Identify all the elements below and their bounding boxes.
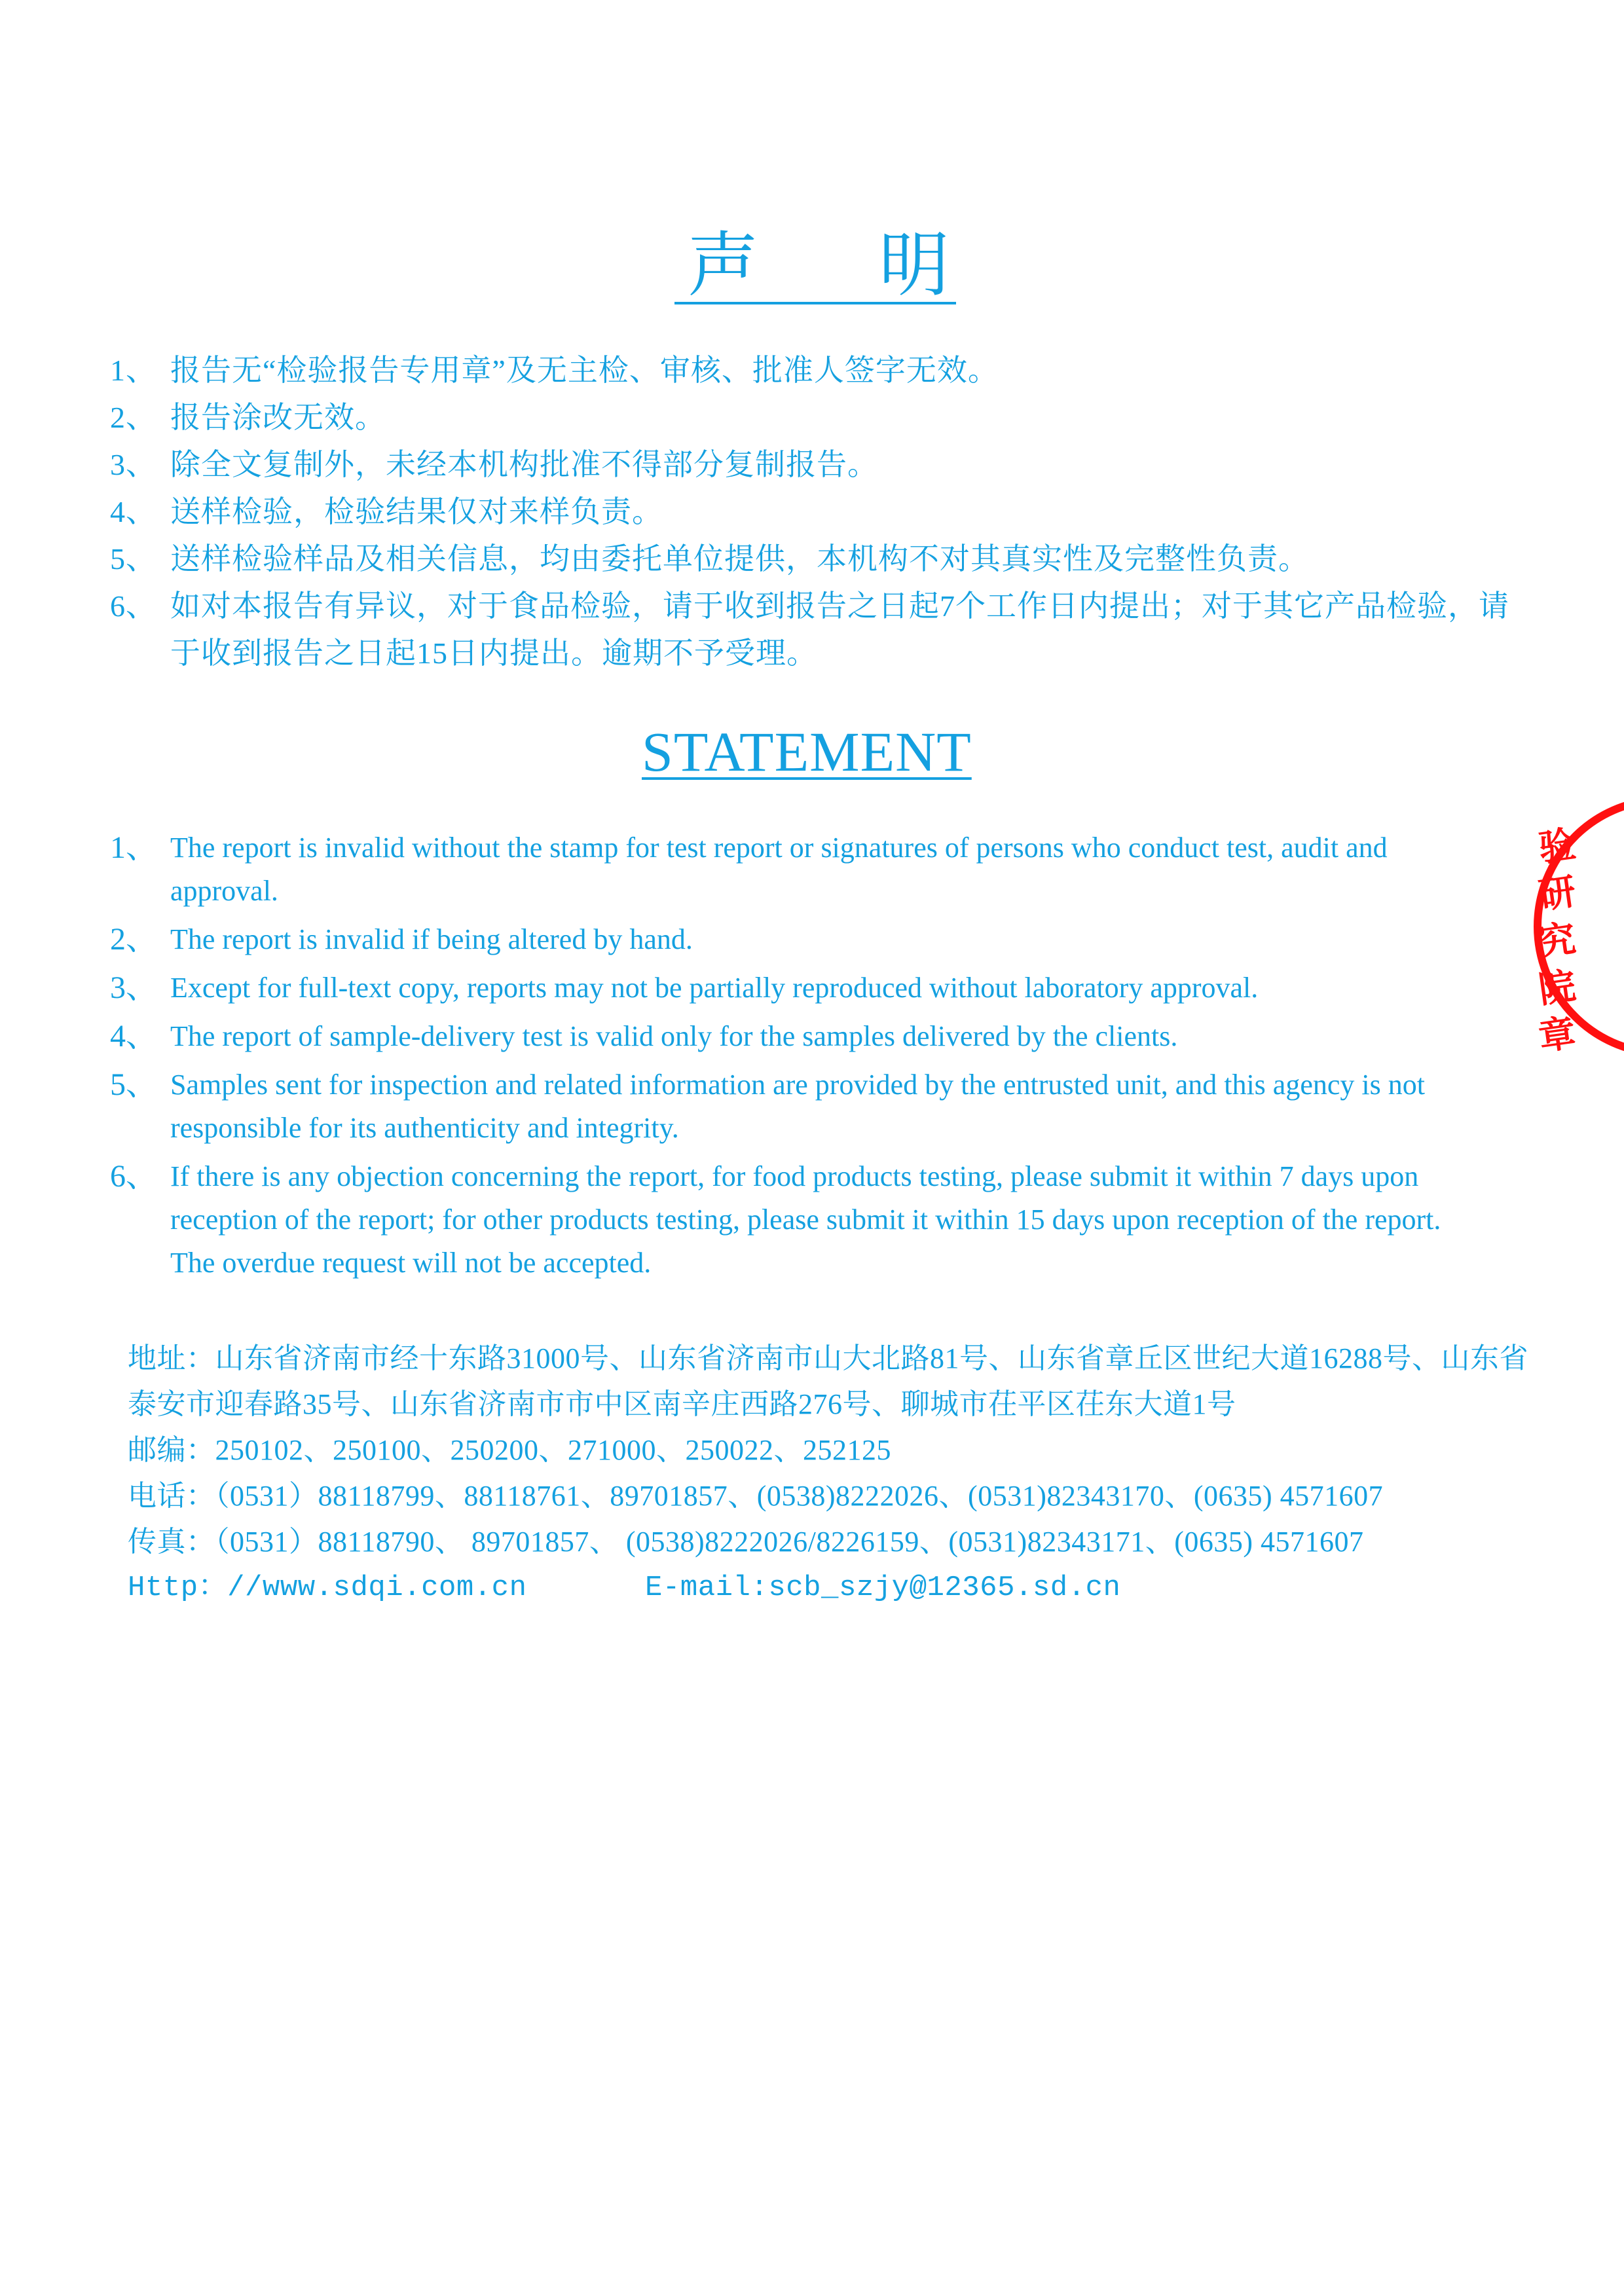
stamp-char: 验 [1536, 823, 1579, 871]
item-number: 2、 [110, 401, 157, 434]
cn-statement-item [110, 488, 1518, 536]
item-text: The report is invalid if being altered by hand. [170, 923, 693, 955]
item-number: 3、 [110, 448, 157, 481]
item-text: 除全文复制外，未经本机构批准不得部分复制报告。 [170, 448, 878, 481]
en-statement-list [110, 826, 1518, 1290]
item-text: 送样检验，检验结果仅对来样负责。 [170, 495, 663, 528]
en-statement-item [110, 826, 1518, 913]
item-number: 5、 [110, 542, 157, 576]
en-statement-title: STATEMENT [642, 720, 972, 783]
item-number: 4、 [110, 495, 157, 528]
item-text: 如对本报告有异议，对于食品检验，请于收到报告之日起7个工作日内提出；对于其它产品检验，请于收到报告之日起15日内提出。逾期不予受理。 [170, 589, 1509, 670]
stamp-char: 研 [1536, 870, 1579, 918]
stamp-text [1536, 823, 1591, 1059]
item-number: 4、 [110, 1019, 158, 1054]
stamp-char: 究 [1536, 917, 1579, 965]
en-statement-item [110, 1155, 1518, 1285]
item-number: 5、 [110, 1067, 158, 1102]
cn-statement-title [674, 219, 956, 304]
cn-statement-item [110, 583, 1518, 677]
en-statement-item [110, 966, 1518, 1010]
cn-statement-list [110, 347, 1518, 677]
item-text: Except for full-text copy, reports may not be partially reproduced without laboratory approval. [170, 972, 1259, 1004]
item-number: 3、 [110, 970, 158, 1005]
item-text: 送样检验样品及相关信息，均由委托单位提供，本机构不对其真实性及完整性负责。 [170, 542, 1309, 576]
stamp-char: 章 [1536, 1012, 1579, 1059]
contact-info [128, 1336, 1542, 1611]
en-statement-item [110, 1063, 1518, 1150]
cn-title-char-left: 声 [688, 227, 759, 305]
item-text: The report is invalid without the stamp for test report or signatures of persons who conduct test, audit and approval. [170, 832, 1388, 907]
website-link[interactable]: Http：//www.sdqi.com.cn [128, 1571, 527, 1604]
cn-statement-item [110, 536, 1518, 583]
web-contact-line [128, 1565, 1542, 1611]
item-number: 1、 [110, 830, 158, 865]
email-link[interactable]: E-mail:scb_szjy@12365.sd.cn [645, 1571, 1121, 1604]
cn-statement-item [110, 347, 1518, 394]
phone-line: 电话：（0531）88118799、88118761、89701857、(0538)8222026、(0531)82343170、(0635) 4571607 [128, 1480, 1384, 1512]
item-number: 2、 [110, 922, 158, 957]
item-text: 报告涂改无效。 [170, 401, 386, 434]
item-number: 6、 [110, 589, 157, 623]
cn-statement-item [110, 441, 1518, 488]
item-text: If there is any objection concerning the report, for food products testing, please submit it within 7 days upon reception of the report; for other products testing, please submit it within 15 days upon reception of the report. The overdue request will not be accepted. [170, 1160, 1441, 1279]
en-statement-item [110, 918, 1518, 961]
address-line: 地址：山东省济南市经十东路31000号、山东省济南市山大北路81号、山东省章丘区世纪大道16288号、山东省泰安市迎春路35号、山东省济南市市中区南辛庄西路276号、聊城市茌平区茌东大道1号 [128, 1342, 1528, 1420]
item-text: Samples sent for inspection and related information are provided by the entrusted unit, and this agency is not responsible for its authenticity and integrity. [170, 1069, 1425, 1144]
fax-line: 传真：（0531）88118790、 89701857、 (0538)8222026/8226159、(0531)82343171、(0635) 4571607 [128, 1526, 1364, 1558]
cn-title-char-right: 明 [878, 227, 950, 305]
item-number: 1、 [110, 354, 157, 387]
en-statement-item [110, 1015, 1518, 1058]
item-number: 6、 [110, 1159, 158, 1194]
cn-statement-item [110, 394, 1518, 441]
item-text: 报告无“检验报告专用章”及无主检、审核、批准人签字无效。 [170, 354, 999, 387]
postcode-line: 邮编：250102、250100、250200、271000、250022、252125 [128, 1434, 891, 1466]
item-text: The report of sample-delivery test is valid only for the samples delivered by the clients. [170, 1020, 1178, 1052]
stamp-char: 院 [1536, 964, 1579, 1012]
